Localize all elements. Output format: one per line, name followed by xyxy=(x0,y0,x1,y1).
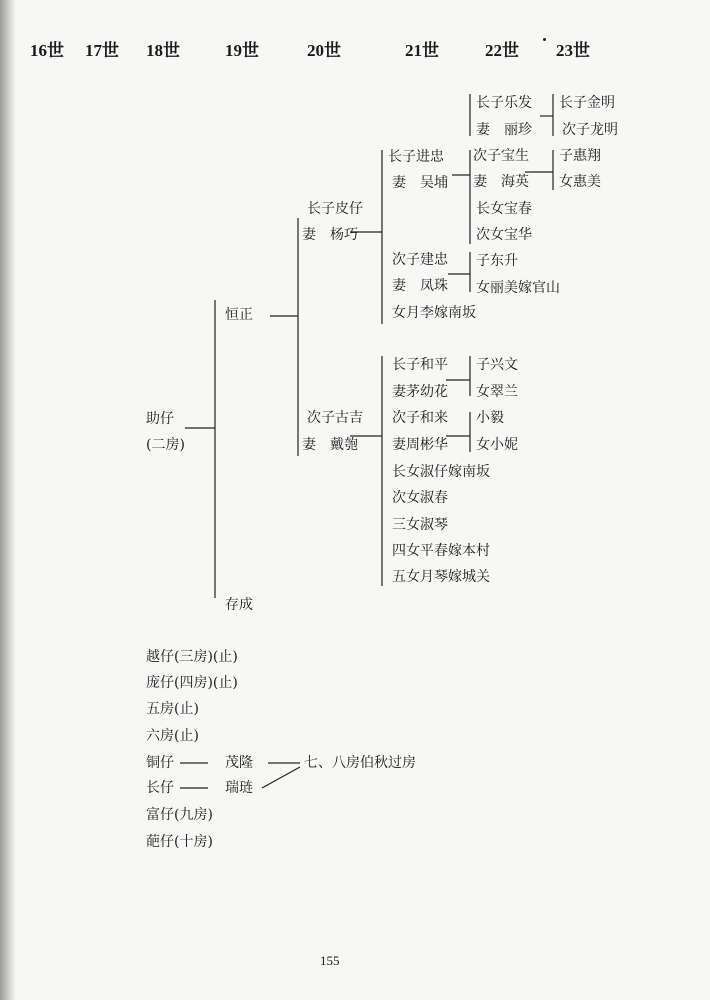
person-xiaoyi: 小毅 xyxy=(476,410,504,426)
branch-wufang: 五房(止) xyxy=(146,701,199,717)
person-yueli: 女月李嫁南坂 xyxy=(392,305,476,321)
branch-fuzai: 富仔(九房) xyxy=(146,807,213,823)
note-qiba-adoption: 七、八房伯秋过房 xyxy=(304,755,416,771)
person-maolong: 茂隆 xyxy=(225,755,253,771)
person-xiaoni: 女小妮 xyxy=(476,437,518,453)
person-pingchun: 四女平春嫁本村 xyxy=(392,543,490,559)
person-huimei: 女惠美 xyxy=(559,174,601,190)
spouse-helai: 妻周彬华 xyxy=(392,437,448,453)
branch-changzai: 长仔 xyxy=(146,780,174,796)
spouse-heping: 妻茅幼花 xyxy=(392,384,448,400)
person-dongsheng: 子东升 xyxy=(476,253,518,269)
branch-liufang: 六房(止) xyxy=(146,728,199,744)
generation-17: 17世 xyxy=(85,41,119,60)
person-jinming: 长子金明 xyxy=(559,95,615,111)
person-ruilian: 瑞琏 xyxy=(225,780,253,796)
spouse-jinzhong: 妻 吴埔 xyxy=(392,175,448,191)
generation-22: 22世 xyxy=(485,41,519,60)
spouse-jianzhong: 妻 凤珠 xyxy=(392,278,448,294)
spouse-pizai: 妻 杨巧 xyxy=(302,227,358,243)
person-jinzhong: 长子进忠 xyxy=(388,149,444,165)
person-baohua: 次女宝华 xyxy=(476,227,532,243)
person-pizai: 长子皮仔 xyxy=(307,201,363,217)
branch-pazai: 葩仔(十房) xyxy=(146,834,213,850)
person-baosheng: 次子宝生 xyxy=(473,148,529,164)
person-shuzai: 长女淑仔嫁南坂 xyxy=(392,464,490,480)
person-zhuzai: 助仔 xyxy=(146,411,174,427)
spouse-gouji: 妻 戴匏 xyxy=(302,437,358,453)
person-cuncheng: 存成 xyxy=(225,597,253,613)
person-longming: 次子龙明 xyxy=(562,122,618,138)
person-shuchun: 次女淑春 xyxy=(392,490,448,506)
generation-18: 18世 xyxy=(146,41,180,60)
person-gouji: 次子古吉 xyxy=(307,410,363,426)
generation-21: 21世 xyxy=(405,41,439,60)
person-shuqin: 三女淑琴 xyxy=(392,517,448,533)
generation-20: 20世 xyxy=(307,41,341,60)
branch-pangzai: 庞仔(四房)(止) xyxy=(146,675,238,691)
spouse-baosheng: 妻 海英 xyxy=(473,174,529,190)
generation-23: 23世 xyxy=(556,41,590,60)
branch-yuezai: 越仔(三房)(止) xyxy=(146,649,238,665)
person-helai: 次子和来 xyxy=(392,410,448,426)
person-limei: 女丽美嫁官山 xyxy=(476,280,560,296)
person-jianzhong: 次子建忠 xyxy=(392,252,448,268)
person-cuilan: 女翠兰 xyxy=(476,384,518,400)
generation-19: 19世 xyxy=(225,41,259,60)
person-hengzheng: 恒正 xyxy=(225,307,253,323)
person-baochun: 长女宝春 xyxy=(476,201,532,217)
person-lefa: 长子乐发 xyxy=(476,95,532,111)
branch-tongzai: 铜仔 xyxy=(146,755,174,771)
person-yueqin: 五女月琴嫁城关 xyxy=(392,569,490,585)
person-huixiang: 子惠翔 xyxy=(559,148,601,164)
person-heping: 长子和平 xyxy=(392,357,448,373)
person-xingwen: 子兴文 xyxy=(476,357,518,373)
generation-16: 16世 xyxy=(30,41,64,60)
person-zhuzai-branch: (二房) xyxy=(146,437,185,453)
page-number: 155 xyxy=(320,953,340,968)
spouse-lefa: 妻 丽珍 xyxy=(476,122,532,138)
